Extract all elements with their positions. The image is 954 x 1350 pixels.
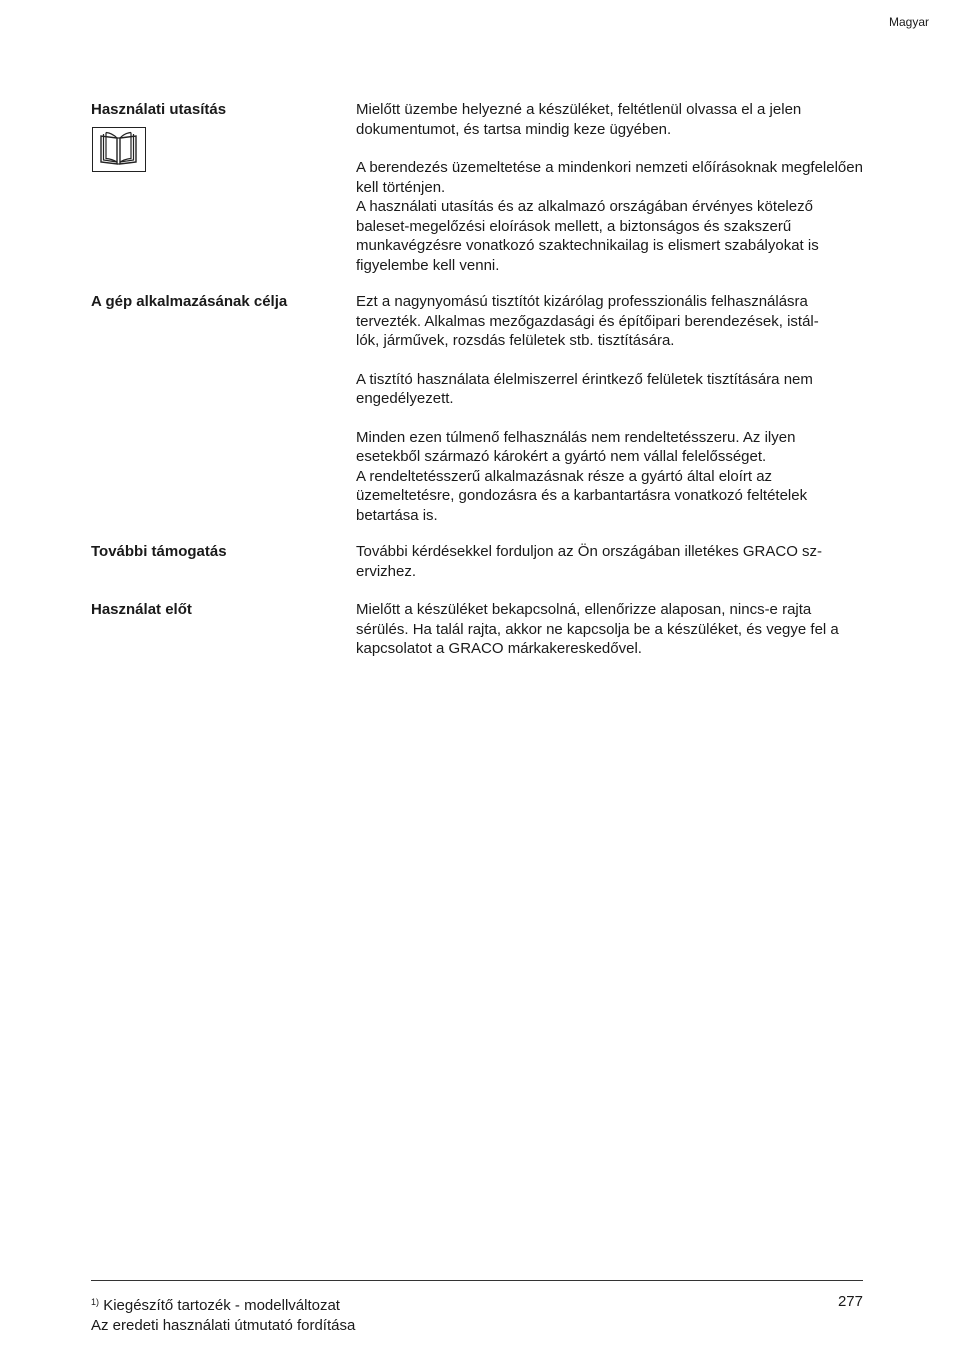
language-label: Magyar (888, 15, 929, 29)
section-purpose (91, 292, 863, 532)
paragraph: Mielőtt a készüléket bekapcsolná, ellenőrizze alaposan, nincs-e rajta sérülés. Ha talál rajta, akkor ne kapcsolja be a készüléket, és vegye fel a kapcsolatot a GRACO márkakereskedővel. (356, 601, 839, 657)
paragraph: Minden ezen túlmenő felhasználás nem rendeltetésszeru. Az ilyen esetekből származó károkért a gyártó nem vállal felelősséget. A rendeltetésszerű alkalmazásnak része a gyártó által eloírt az üzemeltetésre, gondozásra és a karbantartásra vonatkozó feltételek betartása is. (356, 428, 808, 524)
footer-notes (91, 1292, 355, 1336)
footer-divider (91, 1280, 863, 1281)
translation-note: Az eredeti használati útmutató fordítása (91, 1317, 356, 1334)
manual-book-icon (92, 127, 146, 172)
section-instructions (91, 100, 863, 280)
section-heading: További támogatás (91, 543, 227, 560)
paragraph: A tisztító használata élelmiszerrel érintkező felületek tisztítására nem engedélyezett. (356, 370, 813, 407)
paragraph: Mielőtt üzembe helyezné a készüléket, feltétlenül olvassa el a jelen dokumentumot, és tartsa mindig keze ügyében. (356, 101, 802, 138)
footnote (91, 1292, 355, 1316)
section-body (356, 600, 863, 659)
section-body (356, 542, 863, 581)
section-heading: Használat előt (91, 601, 192, 618)
footnote-marker: 1) (91, 1297, 100, 1307)
section-body (356, 292, 863, 525)
section-before-use (91, 600, 863, 665)
section-support (91, 542, 863, 587)
paragraph: Ezt a nagynyomású tisztítót kizárólag professzionális felhasználásra tervezték. Alkalmas mezőgazdasági és építőipari berendezések, istál- lók, járművek, rozsdás felületek stb. tisztítására. (356, 293, 819, 349)
page-number: 277 (837, 1293, 863, 1310)
section-body (356, 100, 863, 275)
section-heading: A gép alkalmazásának célja (91, 293, 288, 310)
footnote-text: Kiegészítő tartozék - modellváltozat (103, 1297, 340, 1314)
section-heading: Használati utasítás (91, 101, 227, 118)
paragraph: További kérdésekkel forduljon az Ön országában illetékes GRACO sz- ervizhez. (356, 543, 823, 580)
paragraph: A berendezés üzemeltetése a mindenkori nemzeti előírásoknak megfelelően kell történjen. A használati utasítás és az alkalmazó országában érvényes kötelező baleset-megelőzési eloírások mellett, a biztonságos és szakszerű munkavégzésre vonatkozó szaktechnikailag is elismert szabályokat is figyelembe kell venni. (356, 159, 863, 274)
